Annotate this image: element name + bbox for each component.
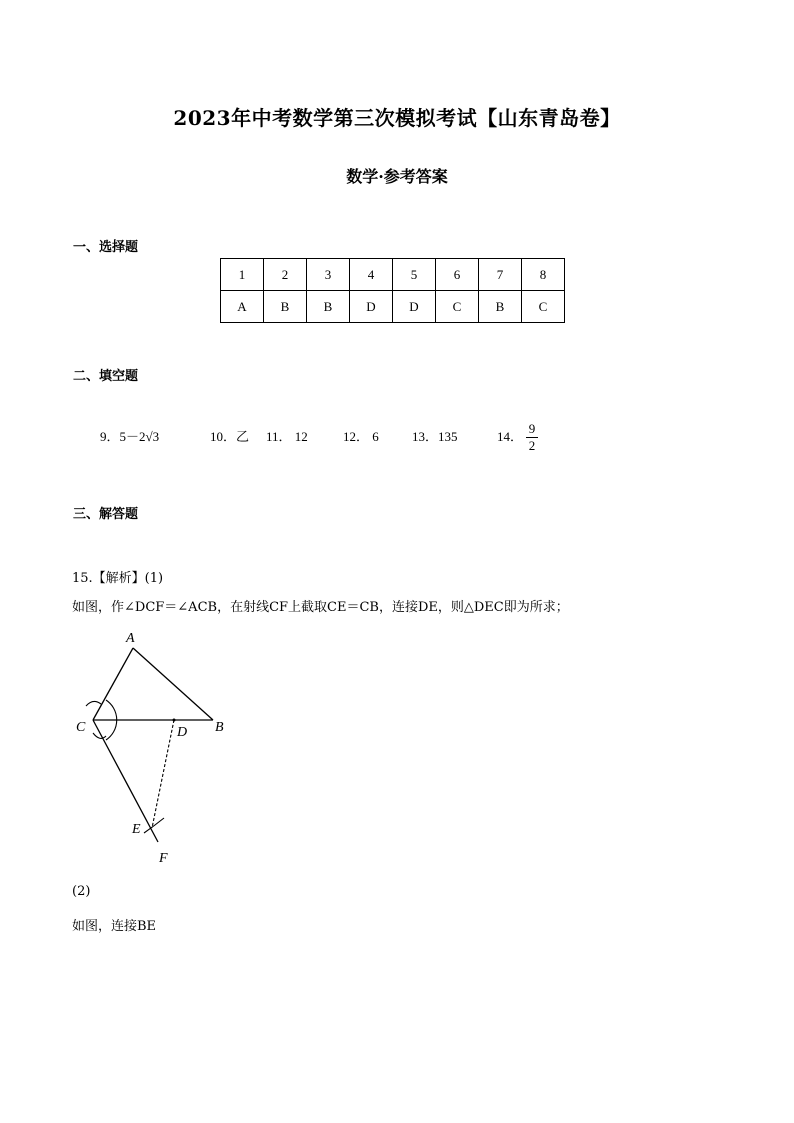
fill-answer-13: 13．135 bbox=[412, 429, 458, 444]
table-cell: A bbox=[221, 291, 264, 323]
table-cell: 5 bbox=[393, 259, 436, 291]
geometry-figure bbox=[60, 620, 250, 870]
label-D: D bbox=[177, 725, 188, 740]
segment-DE-dashed bbox=[152, 720, 174, 828]
table-cell: 8 bbox=[522, 259, 565, 291]
fraction-numerator: 9 bbox=[528, 421, 536, 436]
q15-header: 15.【解析】(1) bbox=[72, 571, 164, 586]
table-cell: 3 bbox=[307, 259, 350, 291]
answer-table-number-row bbox=[221, 259, 565, 291]
answer-table bbox=[220, 258, 565, 323]
fill-answer-14-fraction bbox=[526, 422, 538, 453]
page-title: 2023年中考数学第三次模拟考试【山东青岛卷】 bbox=[173, 106, 621, 130]
fill-answer-9: 9．5－2√3 bbox=[100, 429, 160, 444]
table-cell: 2 bbox=[264, 259, 307, 291]
segment-AB bbox=[133, 648, 213, 720]
table-cell: 6 bbox=[436, 259, 479, 291]
page-subtitle: 数学·参考答案 bbox=[346, 167, 448, 186]
label-B: B bbox=[215, 720, 224, 735]
segment-AC bbox=[93, 648, 133, 720]
table-cell: B bbox=[479, 291, 522, 323]
table-cell: C bbox=[436, 291, 479, 323]
section-fill-heading: 二、填空题 bbox=[73, 369, 139, 384]
point-D bbox=[173, 719, 176, 722]
table-cell: 1 bbox=[221, 259, 264, 291]
fill-answer-11: 11． 12 bbox=[266, 429, 308, 444]
table-cell: 7 bbox=[479, 259, 522, 291]
q15-part2-header: (2) bbox=[72, 884, 91, 899]
label-C: C bbox=[76, 720, 86, 735]
construction-arc-bottom bbox=[93, 733, 106, 738]
construction-arc-top bbox=[86, 701, 101, 706]
label-F: F bbox=[159, 851, 168, 866]
label-E: E bbox=[132, 822, 141, 837]
section-choice-heading: 一、选择题 bbox=[73, 240, 139, 255]
fill-answer-12: 12． 6 bbox=[343, 429, 379, 444]
fraction-denominator: 2 bbox=[528, 438, 536, 453]
section-solve-heading: 三、解答题 bbox=[73, 507, 139, 522]
answer-table-answer-row bbox=[221, 291, 565, 323]
fill-answer-10: 10．乙 bbox=[210, 429, 250, 444]
label-A: A bbox=[126, 631, 135, 646]
table-cell: B bbox=[264, 291, 307, 323]
table-cell: B bbox=[307, 291, 350, 323]
table-cell: D bbox=[350, 291, 393, 323]
table-cell: C bbox=[522, 291, 565, 323]
q15-part2-text: 如图，连接BE bbox=[72, 919, 157, 934]
fill-answer-14: 14． bbox=[497, 429, 524, 444]
table-cell: 4 bbox=[350, 259, 393, 291]
q15-part1-text: 如图，作∠DCF＝∠ACB，在射线CF上截取CE＝CB，连接DE，则△DEC即为所求； bbox=[72, 600, 569, 615]
table-cell: D bbox=[393, 291, 436, 323]
